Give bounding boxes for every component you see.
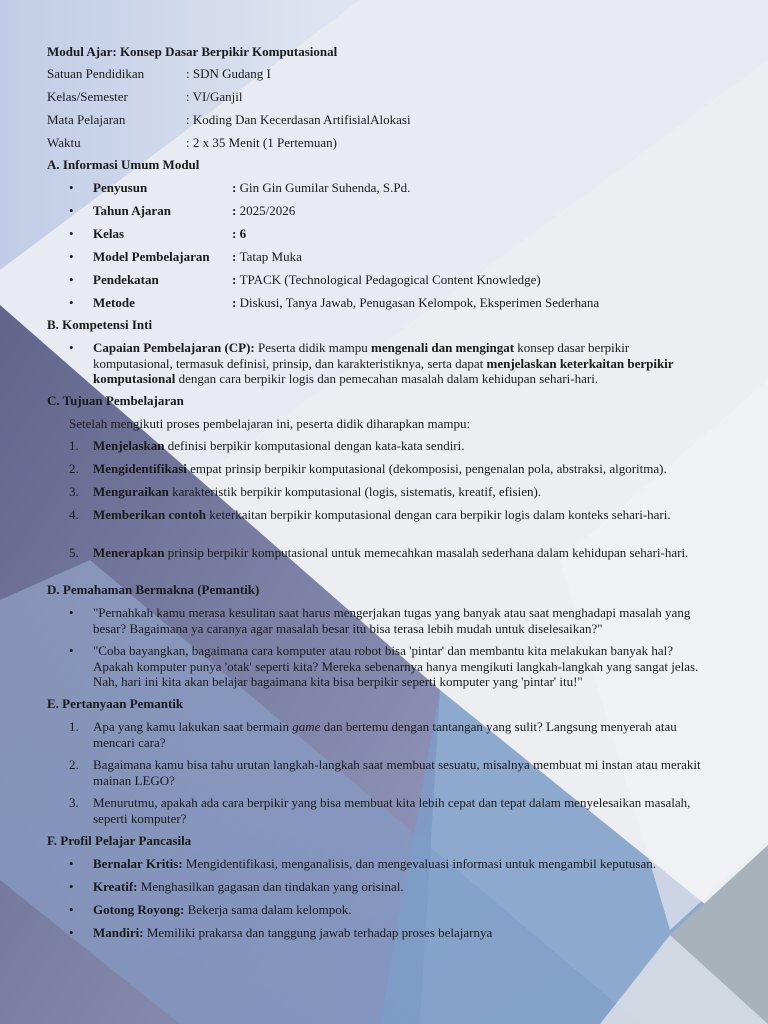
profile-item bbox=[93, 856, 723, 872]
cp-text: dengan cara berpikir logis dan pemecahan masalah dalam kehidupan sehari-hari. bbox=[175, 371, 599, 386]
info-label: Waktu bbox=[47, 135, 81, 150]
info-key: Kelas bbox=[93, 226, 125, 241]
learning-goal-item bbox=[93, 438, 723, 454]
goal-text: karakteristik berpikir komputasional (logis, sistematis, kreatif, efisien). bbox=[168, 484, 542, 499]
info-value-text: Gin Gin Gumilar Suhenda, S.Pd. bbox=[239, 180, 411, 195]
pemantik-question bbox=[93, 719, 713, 750]
bullet-icon: • bbox=[69, 226, 74, 241]
list-number: 3. bbox=[69, 484, 79, 499]
section-a-heading: A. Informasi Umum Modul bbox=[47, 157, 200, 172]
goal-text: prinsip berpikir komputasional untuk memecahkan masalah sederhana dalam kehidupan sehari-hari. bbox=[164, 545, 689, 560]
info-value: : VI/Ganjil bbox=[186, 89, 243, 104]
bullet-icon: • bbox=[69, 180, 74, 195]
info-value: : SDN Gudang I bbox=[186, 66, 271, 81]
info-row-school bbox=[47, 66, 271, 82]
info-value: : Gin Gin Gumilar Suhenda, S.Pd. bbox=[232, 180, 411, 195]
learning-goal-item bbox=[93, 507, 705, 523]
question-emphasis: game bbox=[292, 719, 321, 734]
goal-verb: Menerapkan bbox=[93, 545, 165, 560]
info-key: Metode bbox=[93, 295, 135, 310]
question-text: Apa yang kamu lakukan saat bermain bbox=[93, 719, 293, 734]
profile-label: Gotong Royong: bbox=[93, 902, 185, 917]
profile-text: Mengidentifikasi, menganalisis, dan mengevaluasi informasi untuk mengambil keputusan. bbox=[182, 856, 656, 871]
info-value-text: 6 bbox=[239, 226, 247, 241]
profile-text: Memiliki prakarsa dan tanggung jawab terhadap proses belajarnya bbox=[143, 925, 493, 940]
section-f-heading: F. Profil Pelajar Pancasila bbox=[47, 833, 192, 848]
bullet-icon: • bbox=[69, 203, 74, 218]
profile-label: Bernalar Kritis: bbox=[93, 856, 183, 871]
info-value: : 2025/2026 bbox=[232, 203, 296, 218]
document-title: Modul Ajar: Konsep Dasar Berpikir Komputasional bbox=[47, 44, 338, 59]
cp-label: Capaian Pembelajaran (CP): bbox=[93, 340, 255, 355]
learning-goal-item bbox=[93, 545, 721, 561]
profile-item bbox=[93, 902, 723, 918]
info-row-subject bbox=[47, 112, 411, 128]
profile-text: Menghasilkan gagasan dan tindakan yang orisinal. bbox=[137, 879, 404, 894]
profile-item bbox=[93, 925, 723, 941]
bullet-icon: • bbox=[69, 879, 74, 894]
goal-verb: Menjelaskan bbox=[93, 438, 165, 453]
bullet-icon: • bbox=[69, 340, 74, 355]
pemantik-quote: "Coba bayangkan, bagaimana cara komputer atau robot bisa 'pintar' dan membantu kita melakukan banyak hal? Apakah komputer punya 'otak' seperti kita? Mereka sebenarnya hanya mengikuti langkah-langkah yang sangat jelas. Nah, hari ini kita akan belajar bagaimana kita bisa berpikir seperti komputer yang 'pintar' itu!" bbox=[93, 643, 699, 689]
goal-verb: Memberikan contoh bbox=[93, 507, 207, 522]
list-number: 1. bbox=[69, 438, 79, 453]
info-value: : 2 x 35 Menit (1 Pertemuan) bbox=[186, 135, 337, 150]
info-key: Tahun Ajaran bbox=[93, 203, 171, 218]
section-b-heading: B. Kompetensi Inti bbox=[47, 317, 153, 332]
list-number: 3. bbox=[69, 795, 79, 810]
info-key: Pendekatan bbox=[93, 272, 159, 287]
learning-goal-item bbox=[93, 461, 733, 477]
list-number: 1. bbox=[69, 719, 79, 734]
cp-emphasis: mengenali dan mengingat bbox=[371, 340, 515, 355]
info-value: : Koding Dan Kecerdasan ArtifisialAlokasi bbox=[186, 112, 411, 127]
bullet-icon: • bbox=[69, 643, 74, 658]
info-key: Penyusun bbox=[93, 180, 148, 195]
goal-text: keterkaitan berpikir komputasional dengan cara berpikir logis dalam konteks sehari-hari. bbox=[206, 507, 671, 522]
goal-text: empat prinsip berpikir komputasional (dekomposisi, pengenalan pola, abstraksi, algoritma). bbox=[186, 461, 667, 476]
goal-verb: Menguraikan bbox=[93, 484, 169, 499]
list-number: 4. bbox=[69, 507, 79, 522]
bullet-icon: • bbox=[69, 295, 74, 310]
bullet-icon: • bbox=[69, 272, 74, 287]
learning-goal-item bbox=[93, 484, 723, 500]
section-c-heading: C. Tujuan Pembelajaran bbox=[47, 393, 184, 408]
info-row-time bbox=[47, 135, 337, 151]
info-value: : TPACK (Technological Pedagogical Content Knowledge) bbox=[232, 272, 541, 287]
profile-item bbox=[93, 879, 723, 895]
info-row-class bbox=[47, 89, 242, 105]
info-value: : 6 bbox=[232, 226, 247, 241]
info-value-text: 2025/2026 bbox=[239, 203, 296, 218]
goal-verb: Mengidentifikasi bbox=[93, 461, 187, 476]
profile-label: Kreatif: bbox=[93, 879, 138, 894]
profile-text: Bekerja sama dalam kelompok. bbox=[184, 902, 352, 917]
list-number: 5. bbox=[69, 545, 79, 560]
info-label: Satuan Pendidikan bbox=[47, 66, 145, 81]
cp-text: konsep dasar berpikir komputasional, termasuk definisi, prinsip, dan karakteristiknya, serta dapat bbox=[93, 340, 630, 371]
info-value: : Diskusi, Tanya Jawab, Penugasan Kelompok, Eksperimen Sederhana bbox=[232, 295, 600, 310]
info-key: Model Pembelajaran bbox=[93, 249, 210, 264]
section-d-heading: D. Pemahaman Bermakna (Pemantik) bbox=[47, 582, 260, 597]
question-text: dan bertemu dengan tantangan yang sulit? Langsung menyerah atau mencari cara? bbox=[93, 719, 677, 750]
bullet-icon: • bbox=[69, 605, 74, 620]
bullet-icon: • bbox=[69, 902, 74, 917]
goal-text: definisi berpikir komputasional dengan kata-kata sendiri. bbox=[164, 438, 465, 453]
bullet-icon: • bbox=[69, 925, 74, 940]
profile-label: Mandiri: bbox=[93, 925, 144, 940]
section-c-intro: Setelah mengikuti proses pembelajaran ini, peserta didik diharapkan mampu: bbox=[69, 416, 471, 431]
info-value-text: Tatap Muka bbox=[239, 249, 302, 264]
capaian-pembelajaran-text bbox=[93, 340, 703, 387]
info-label: Kelas/Semester bbox=[47, 89, 128, 104]
cp-text: Peserta didik mampu bbox=[254, 340, 372, 355]
pemantik-question: Bagaimana kamu bisa tahu urutan langkah-langkah saat membuat sesuatu, misalnya membuat mi instan atau merakit mainan LEGO? bbox=[93, 757, 701, 788]
info-value-text: TPACK (Technological Pedagogical Content Knowledge) bbox=[239, 272, 541, 287]
bullet-icon: • bbox=[69, 249, 74, 264]
cp-emphasis: menjelaskan keterkaitan berpikir komputasional bbox=[93, 355, 674, 386]
info-value-text: Diskusi, Tanya Jawab, Penugasan Kelompok, Eksperimen Sederhana bbox=[239, 295, 600, 310]
pemantik-question: Menurutmu, apakah ada cara berpikir yang bisa membuat kita lebih cepat dan tepat dalam menyelesaikan masalah, seperti komputer? bbox=[93, 795, 691, 826]
list-number: 2. bbox=[69, 757, 79, 772]
pemantik-quote: "Pernahkah kamu merasa kesulitan saat harus mengerjakan tugas yang banyak atau saat menghadapi masalah yang besar? Bagaimana ya caranya agar masalah besar itu bisa terasa lebih mudah untuk diselesaikan?" bbox=[93, 605, 691, 636]
list-number: 2. bbox=[69, 461, 79, 476]
section-e-heading: E. Pertanyaan Pemantik bbox=[47, 696, 184, 711]
info-label: Mata Pelajaran bbox=[47, 112, 126, 127]
info-value: : Tatap Muka bbox=[232, 249, 302, 264]
bullet-icon: • bbox=[69, 856, 74, 871]
